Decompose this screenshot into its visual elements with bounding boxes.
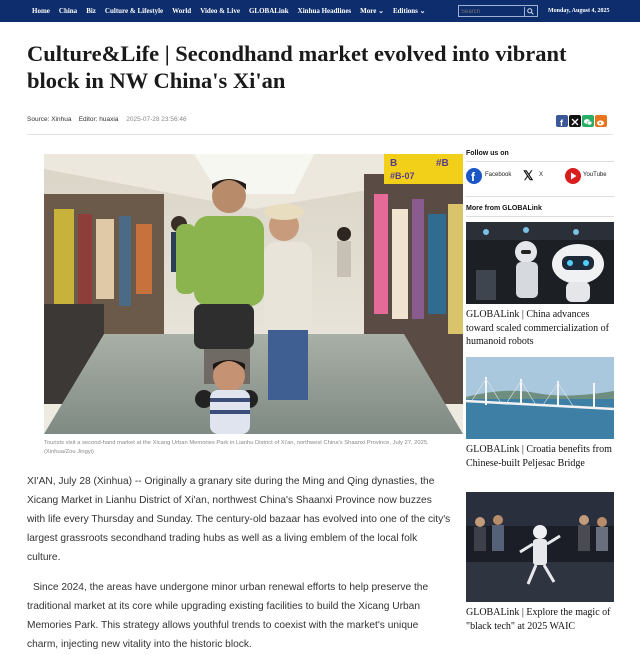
nav-xinhua-headlines[interactable]: Xinhua Headlines bbox=[297, 7, 352, 15]
article-timestamp: 2025-07-28 23:56:46 bbox=[126, 116, 187, 123]
follow-links bbox=[466, 165, 614, 189]
nav-video-live[interactable]: Video & Live bbox=[200, 7, 240, 15]
more-heading: More from GLOBALink bbox=[466, 205, 542, 212]
share-buttons bbox=[555, 115, 607, 127]
search-icon[interactable] bbox=[524, 7, 534, 16]
article-body bbox=[27, 472, 452, 655]
photo-sign-b07: #B-07 bbox=[390, 171, 415, 181]
svg-text:f: f bbox=[560, 118, 563, 128]
nav-biz[interactable]: Biz bbox=[86, 7, 96, 15]
article-photo bbox=[44, 154, 463, 434]
article-editor: Editor: huaxia bbox=[78, 116, 119, 123]
follow-divider bbox=[466, 161, 614, 162]
story-thumbnail[interactable] bbox=[466, 222, 614, 304]
more-divider bbox=[466, 216, 614, 217]
nav-china[interactable]: China bbox=[58, 7, 78, 15]
follow-heading: Follow us on bbox=[466, 150, 509, 157]
story-title-link[interactable]: GLOBALink | Explore the magic of "black tech" at 2025 WAIC bbox=[466, 607, 611, 632]
nav-home[interactable]: Home bbox=[32, 7, 50, 15]
share-x-icon[interactable] bbox=[569, 115, 581, 127]
x-link[interactable]: X bbox=[539, 172, 544, 178]
photo-sign-b: B bbox=[390, 158, 398, 169]
photo-caption: Tourists visit a second-hand market at the Xicang Urban Memories Park in Lianhu District of Xi'an, northwest China's Shaanxi Province, July 27, 2025. (Xinhua/Zou Jingyi) bbox=[44, 440, 429, 455]
nav-world[interactable]: World bbox=[172, 7, 192, 15]
header-divider bbox=[27, 134, 613, 135]
story-thumbnail[interactable] bbox=[466, 492, 614, 602]
nav-globalink[interactable]: GLOBALink bbox=[248, 7, 289, 15]
photo-sign-hash-b: #B bbox=[436, 158, 449, 169]
article-paragraph: Since 2024, the areas have undergone minor urban renewal efforts to help preserve the traditional market at its core while upgrading existing facilities to build the Xicang Urban Memories Park. This strategy allows youthful trends to coexist with the market's unique charm, injecting new vitality into the historic block. bbox=[27, 582, 429, 650]
nav-more-dropdown[interactable]: More ⌄ bbox=[360, 7, 384, 15]
story-thumbnail[interactable] bbox=[466, 357, 614, 439]
follow-bottom-divider bbox=[466, 196, 614, 197]
article-source: Source: Xinhua bbox=[27, 116, 72, 123]
nav-editions-dropdown[interactable]: Editions ⌄ bbox=[392, 7, 426, 15]
youtube-link[interactable]: YouTube bbox=[583, 172, 607, 178]
facebook-link[interactable]: Facebook bbox=[485, 172, 512, 178]
share-weibo-icon[interactable] bbox=[595, 115, 607, 127]
share-wechat-icon[interactable] bbox=[582, 115, 594, 127]
facebook-icon[interactable] bbox=[466, 168, 482, 184]
top-nav-bar bbox=[0, 0, 640, 22]
x-icon[interactable]: 𝕏 bbox=[523, 168, 534, 183]
svg-text:f: f bbox=[471, 170, 475, 184]
youtube-icon[interactable] bbox=[565, 168, 581, 184]
story-title-link[interactable]: GLOBALink | Croatia benefits from Chinese-built Peljesac Bridge bbox=[466, 444, 612, 469]
article-meta bbox=[27, 116, 187, 123]
nav-links bbox=[32, 0, 435, 22]
article-paragraph: XI'AN, July 28 (Xinhua) -- Originally a granary site during the Ming and Qing dynasties, the Xicang Market in Lianhu District of Xi'an, northwest China's Shaanxi Province now buzzes with life every Thursday and Sunday. The century-old bazaar has evolved into one of the city's largest grassroots secondhand trading hubs as well as a living emblem of the local folk culture. bbox=[27, 476, 451, 563]
nav-culture-lifestyle[interactable]: Culture & Lifestyle bbox=[104, 7, 164, 15]
search-input[interactable] bbox=[461, 7, 523, 16]
share-facebook-icon[interactable] bbox=[556, 115, 568, 127]
story-title-link[interactable]: GLOBALink | China advances toward scaled commercialization of humanoid robots bbox=[466, 309, 609, 347]
article-title: Culture&Life | Secondhand market evolved into vibrant block in NW China's Xi'an bbox=[27, 41, 567, 93]
search-box bbox=[458, 5, 538, 17]
current-date: Monday, August 4, 2025 bbox=[548, 8, 610, 14]
